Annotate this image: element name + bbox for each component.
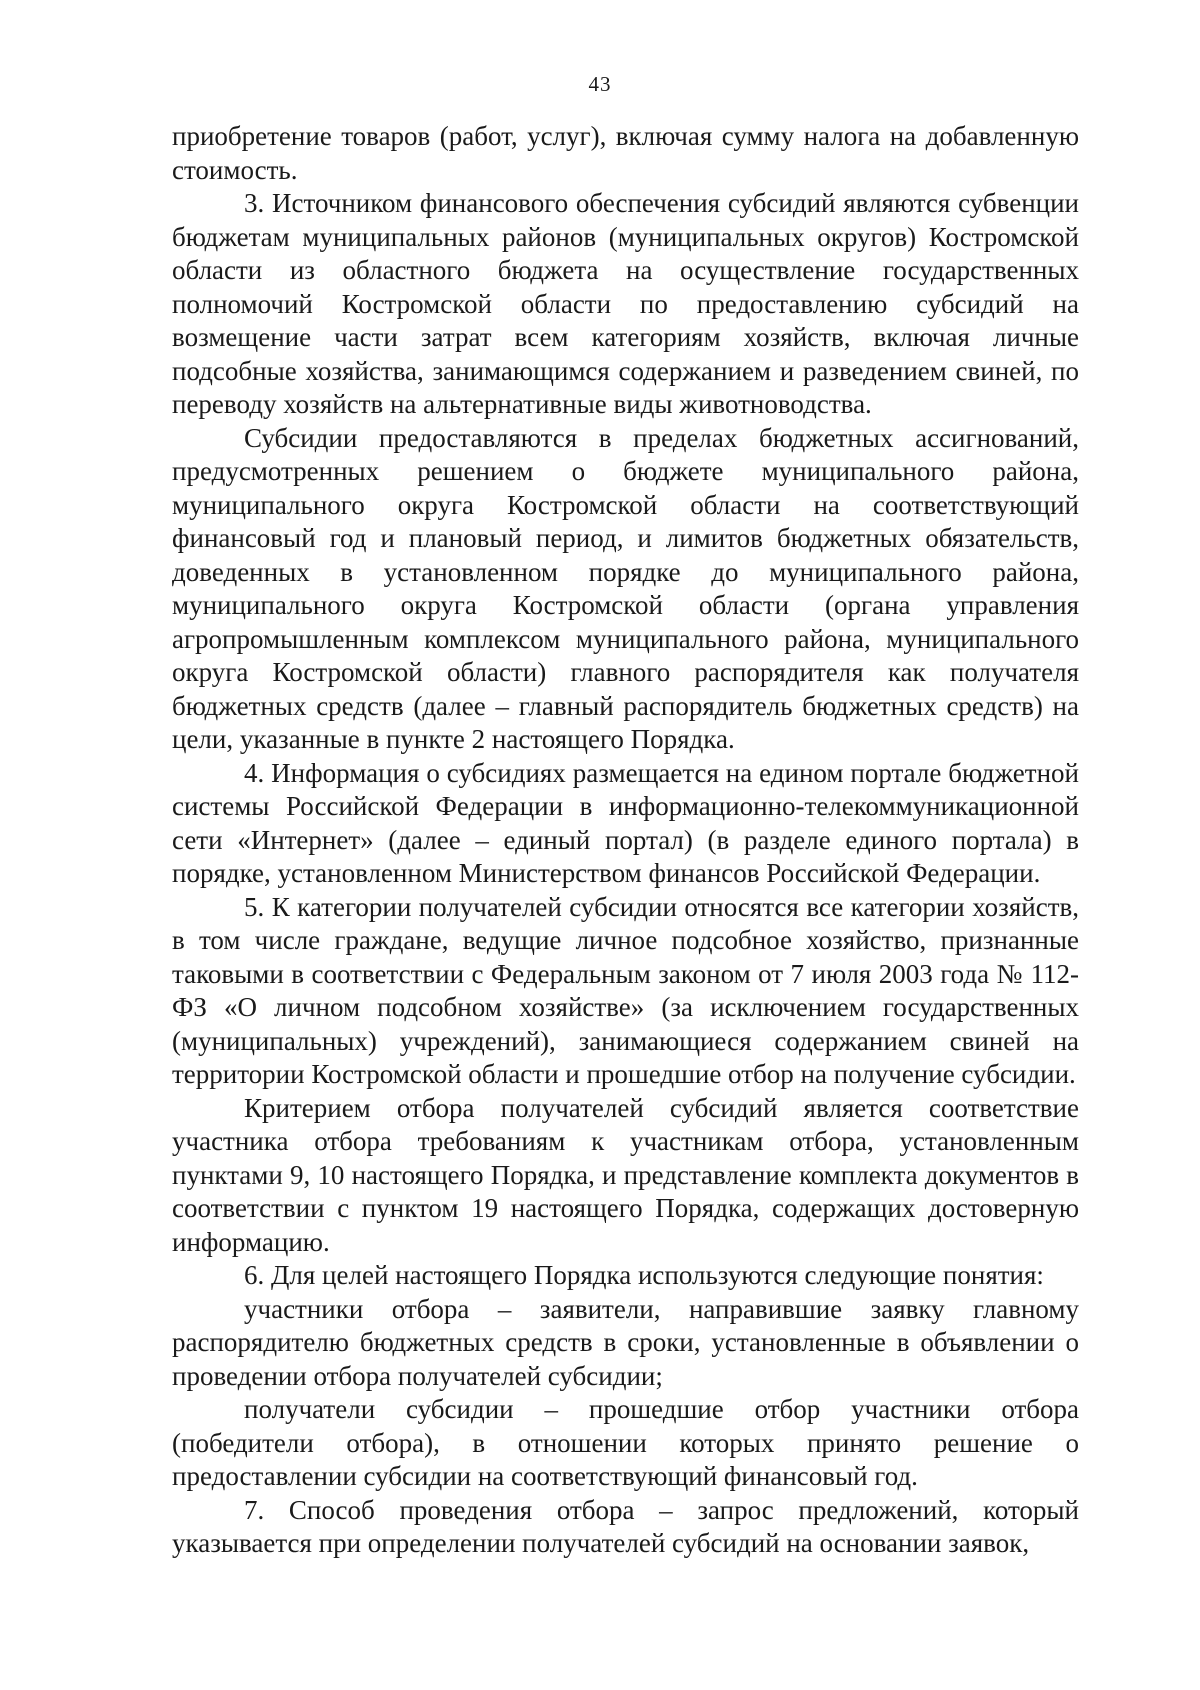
paragraph-item-6: 6. Для целей настоящего Порядка используются следующие понятия: [244,1260,1044,1290]
paragraph-continuation: приобретение товаров (работ, услуг), включая сумму налога на добавленную стоимость. [172,121,1079,185]
document-body [172,120,1079,1561]
paragraph-item-5: 5. К категории получателей субсидии относятся все категории хозяйств, в том числе граждане, ведущие личное подсобное хозяйство, признанные таковыми в соответствии с Федеральным законом от 7 июля 2003 года № 112-ФЗ «О личном подсобном хозяйстве» (за исключением государственных (муниципальных) учреждений), занимающиеся содержанием свиней на территории Костромской области и прошедшие отбор на получение субсидии. [172,891,1079,1089]
paragraph-definition-recipients: получатели субсидии – прошедшие отбор участники отбора (победители отбора), в отношении которых принято решение о предоставлении субсидии на соответствующий финансовый год. [172,1394,1079,1491]
paragraph-definition-participants: участники отбора – заявители, направившие заявку главному распорядителю бюджетных средств в сроки, установленные в объявлении о проведении отбора получателей субсидии; [172,1293,1079,1391]
paragraph-item-7: 7. Способ проведения отбора – запрос предложений, который указывается при определении получателей субсидий на основании заявок, [172,1494,1079,1558]
paragraph-item-3: 3. Источником финансового обеспечения субсидий являются субвенции бюджетам муниципальных районов (муниципальных округов) Костромской области из областного бюджета на осуществление государственных полномочий Костромской области по предоставлению субсидий на возмещение части затрат всем категориям хозяйств, включая личные подсобные хозяйства, занимающимся содержанием и разведением свиней, по переводу хозяйств на альтернативные виды животноводства. [172,188,1079,419]
paragraph-selection-criterion: Критерием отбора получателей субсидий является соответствие участника отбора требованиям к участникам отбора, установленным пунктами 9, 10 настоящего Порядка, и представление комплекта документов в соответствии с пунктом 19 настоящего Порядка, содержащих достоверную информацию. [172,1092,1079,1257]
paragraph-subsidy-limits: Субсидии предоставляются в пределах бюджетных ассигнований, предусмотренных решением о бюджете муниципального района, муниципального округа Костромской области на соответствующий финансовый год и плановый период, и лимитов бюджетных обязательств, доведенных в установленном порядке до муниципального района, муниципального округа Костромской области (органа управления агропромышленным комплексом муниципального района, муниципального округа Костромской области) главного распорядителя как получателя бюджетных средств (далее – главный распорядитель бюджетных средств) на цели, указанные в пункте 2 настоящего Порядка. [172,422,1079,754]
paragraph-item-4: 4. Информация о субсидиях размещается на едином портале бюджетной системы Российской Федерации в информационно-телекоммуникационной сети «Интернет» (далее – единый портал) (в разделе единого портала) в порядке, установленном Министерством финансов Российской Федерации. [172,757,1079,888]
page-number: 43 [588,72,612,96]
